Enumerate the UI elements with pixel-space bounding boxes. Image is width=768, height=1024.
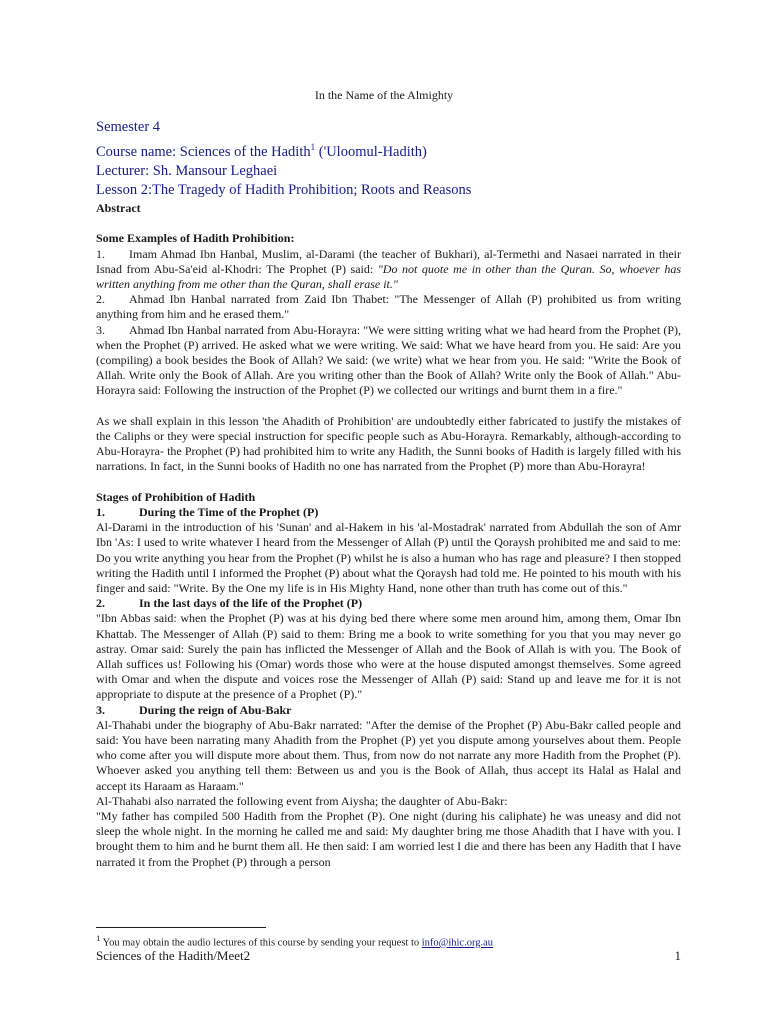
item-text: Imam Ahmad Ibn Hanbal, Muslim, al-Darami (the teacher of Bukhari), al-Termethi and Nasaei narrated in their Isnad from Abu-Sa'eid al-Khodri: The Prophet (P) said: bbox=[96, 246, 681, 276]
item-text: Ahmad Ibn Hanbal narrated from Abu-Horayra: "We were sitting writing what we had heard from the Prophet (P), when the Prophet (P) arrived. He asked what we were writing. We said: What we have heard from you. He said: Are you (compiling) a book besides the Book of Allah? We said: (we write) what we hear from you. He said: "Write the Book of Allah. Write only the Book of Allah. Are you writing other than the Book of Allah? Write only the Book of Allah." Abu-Horayra said: Following the instruction of the Prophet (P) we collected our writings and burnt them in a fire." bbox=[96, 322, 681, 398]
stages-heading: Stages of Prohibition of Hadith bbox=[96, 489, 256, 504]
item-quote: "Do not quote me in other than the Quran. So, whoever has written anything from me other than the Quran, shall erase it." bbox=[96, 261, 681, 291]
intro-paragraph: As we shall explain in this lesson 'the Ahadith of Prohibition' are undoubtedly either fabricated to justify the mistakes of the Caliphs or they were special instruction for specific people such as Abu-Horayra. Remarkably, although-according to Abu-Horayra- the Prophet (P) had prohibited him to write any Hadith, the Sunni books of Hadith is largely filled with his narrations. In fact, in the Sunni books of Hadith no one has narrated from the Prophet (P) more than Abu-Horayra! bbox=[96, 413, 681, 474]
section-title: During the Time of the Prophet (P) bbox=[139, 505, 319, 520]
footnote-mark: 1 bbox=[96, 933, 101, 943]
lesson-title: Lesson 2:The Tragedy of Hadith Prohibition; Roots and Reasons bbox=[96, 182, 472, 199]
section-number: 2. bbox=[96, 596, 105, 611]
examples-heading: Some Examples of Hadith Prohibition: bbox=[96, 231, 295, 246]
section-title: During the reign of Abu-Bakr bbox=[139, 702, 292, 717]
section-paragraph: Al-Darami in the introduction of his 'Sunan' and al-Hakem in his 'al-Mostadrak' narrated from Abdullah the son of Amr Ibn 'As: I used to write whatever I heard from the Messenger of Allah (P) until the Qoraysh prohibited me and said to me: Do you write anything you hear from the Prophet (P) whilst he is also a human who has rage and pleasure? I then stopped writing the Hadith until I informed the Prophet (P) about what the Qoraysh had told me. He pointed to his mouth with his finger and said: "Write. By the One my life is in His Mighty Hand, none other than truth has come out of this." bbox=[96, 520, 681, 596]
course-name-suffix: ('Uloomul-Hadith) bbox=[315, 143, 427, 160]
semester-title: Semester 4 bbox=[96, 119, 161, 135]
section-paragraph: "Ibn Abbas said: when the Prophet (P) was at his dying bed there where some men around him, among them, Omar Ibn Khattab. The Messenger of Allah (P) said to them: Bring me a book to write something for you that you may never go astray. Omar said: Surely the pain has inflicted the Messenger of Allah and the Book of Allah is with you. The Book of Allah suffices us! Following his (Omar) words those who were at the house disputed amongst themselves. Some agreed with Omar and when the dispute and voices rose the Messenger of Allah (P) said: Stand up and leave me for it is not appropriate to dispute at the presence of a Prophet (P)." bbox=[96, 611, 681, 702]
title-block bbox=[96, 118, 686, 201]
section-paragraph: Al-Thahabi also narrated the following event from Aiysha; the daughter of Abu-Bakr: bbox=[96, 793, 508, 808]
document-body bbox=[96, 201, 681, 870]
footnote-divider bbox=[96, 927, 266, 928]
item-number: 1. bbox=[96, 246, 105, 261]
page-header: In the Name of the Almighty bbox=[314, 88, 454, 102]
footnote-email-link[interactable]: info@ihic.org.au bbox=[421, 937, 494, 949]
example-item bbox=[96, 247, 681, 293]
footnote bbox=[96, 933, 493, 949]
lecturer-title: Lecturer: Sh. Mansour Leghaei bbox=[96, 162, 278, 179]
course-title bbox=[96, 138, 686, 162]
example-item bbox=[96, 292, 681, 322]
course-name: Course name: Sciences of the Hadith bbox=[96, 143, 311, 160]
page-footer bbox=[96, 948, 681, 964]
section-title: In the last days of the life of the Prophet (P) bbox=[139, 596, 363, 611]
section-number: 3. bbox=[96, 702, 105, 717]
item-number: 2. bbox=[96, 292, 105, 307]
section-paragraph: Al-Thahabi under the biography of Abu-Bakr narrated: "After the demise of the Prophet (P) Abu-Bakr called people and said: You have been narrating many Ahadith from the Prophet (P) yet you dispute among yourselves about them. People who come after you will dispute more about them. Thus, from now do not narrate any more Hadith from the Prophet (P). Whoever asked you anything tell them: Between us and you is the Book of Allah, thus accept its Halal as Halal and accept its Haraam as Haraam." bbox=[96, 717, 681, 793]
footer-title: Sciences of the Hadith/Meet2 bbox=[96, 948, 251, 963]
item-text: Ahmad Ibn Hanbal narrated from Zaid Ibn Thabet: "The Messenger of Allah (P) prohibited us from writing anything from him and he erased them." bbox=[96, 292, 681, 322]
section-heading bbox=[96, 596, 681, 611]
section-paragraph: "My father has compiled 500 Hadith from the Prophet (P). One night (during his caliphate) he was uneasy and did not sleep the whole night. In the morning he called me and said: My daughter bring me those Ahadith that I have with you. I brought them to him and he burnt them all. He then said: I am worried lest I die and there has been any Hadith that I have narrated it from the Prophet (P) through a person bbox=[96, 809, 681, 869]
section-heading bbox=[96, 505, 681, 520]
page-number: 1 bbox=[674, 948, 681, 963]
example-item bbox=[96, 323, 681, 399]
section-heading bbox=[96, 703, 681, 718]
section-number: 1. bbox=[96, 505, 105, 520]
footnote-text: You may obtain the audio lectures of this course by sending your request to bbox=[100, 937, 422, 949]
footnote-ref[interactable]: 1 bbox=[310, 141, 316, 152]
item-number: 3. bbox=[96, 322, 105, 337]
abstract-heading: Abstract bbox=[96, 201, 141, 215]
